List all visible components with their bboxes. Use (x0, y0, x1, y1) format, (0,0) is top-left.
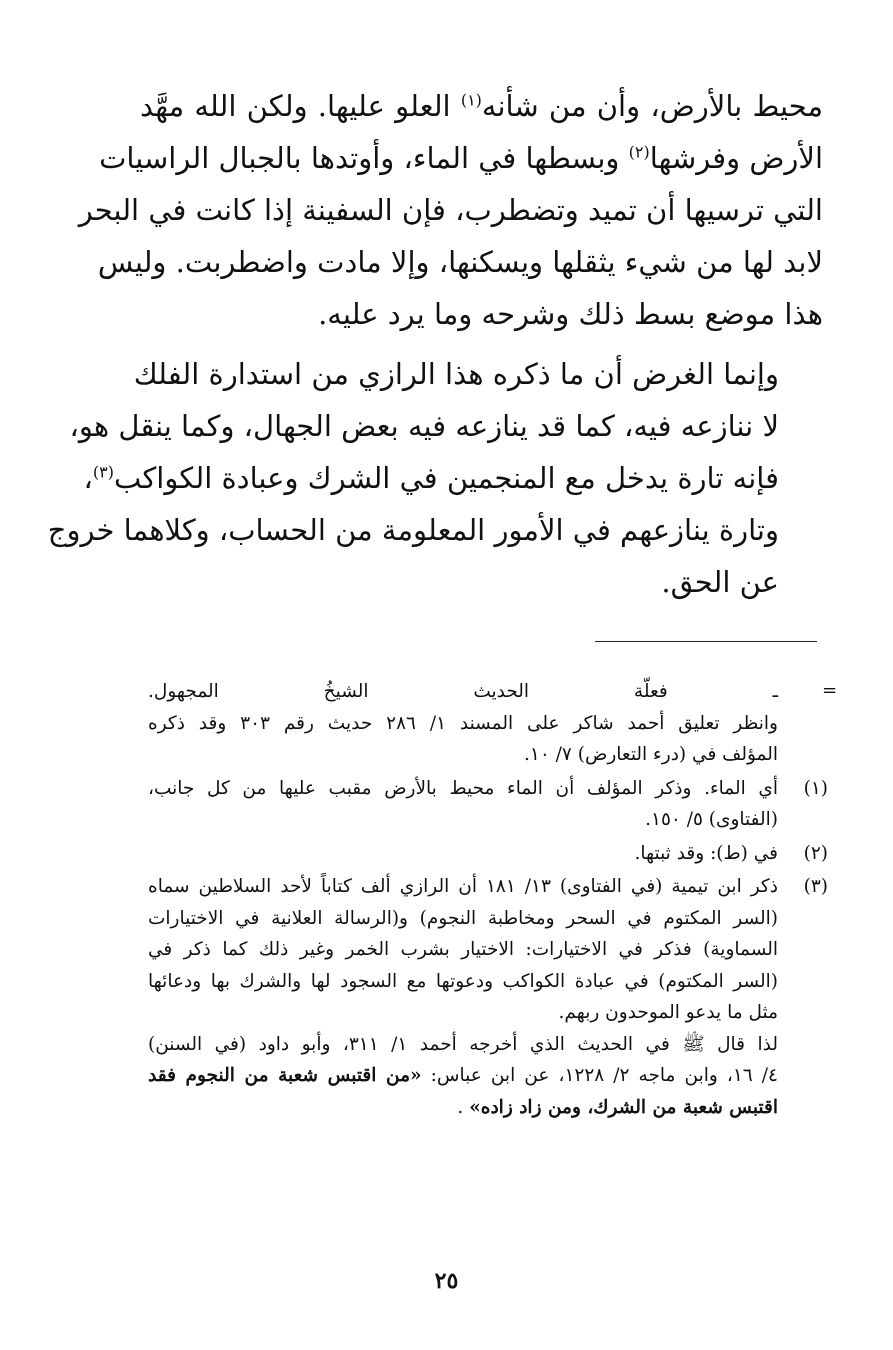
text-segment: لابد لها من شيء يثقلها ويسكنها، وإلا مادت واضطربت. وليس (97, 245, 823, 279)
text-line (140, 556, 823, 608)
text-segment: هذا موضع بسط ذلك وشرحه وما يرد عليه. (318, 297, 823, 331)
continuation-marker: = (822, 680, 838, 701)
footnote-separator (595, 641, 817, 642)
footnote-number: (١) (803, 777, 828, 799)
footnote-line (148, 1060, 778, 1092)
footnote-line: ـ فعلّة الحديث الشيخُ المجهول. (148, 681, 778, 702)
footnote-line: في (ط): وقد ثبتها. (634, 842, 778, 864)
hadith-citation: ٤/ ١٦، وابن ماجه ٢/ ١٢٢٨، عن ابن عباس: (421, 1065, 778, 1086)
footnote-number: (٢) (803, 842, 828, 864)
text-line (99, 132, 823, 184)
footnote-line: (الفتاوى) ٥/ ١٥٠. (645, 809, 778, 830)
text-segment: التي ترسيها أن تميد وتضطرب، فإن السفينة إذا كانت في البحر (78, 193, 823, 227)
text-segment: ، (83, 461, 93, 495)
text-segment: محيط بالأرض، وأن من شأنه (481, 89, 823, 123)
footnote-line (148, 1092, 778, 1124)
footnote-reference[interactable]: (٢) (628, 142, 650, 162)
text-line (47, 504, 823, 556)
hadith-quote: اقتبس شعبة من الشرك، ومن زاد زاده» (469, 1096, 778, 1118)
footnote-continuation (148, 676, 828, 771)
hadith-quote: «من اقتبس شعبة من النجوم فقد (148, 1065, 422, 1086)
footnote-line: مثل ما يدعو الموحدون ربهم. (558, 1002, 778, 1023)
page-number: ٢٥ (434, 1268, 459, 1294)
footnote-reference[interactable]: (١) (460, 90, 482, 110)
footnote-line: لذا قال ﷺ في الحديث الذي أخرجه أحمد ١/ ٣١١، وأبو داود (في السنن) (148, 1033, 778, 1055)
footnote-line: (السر المكتوم في السحر ومخاطبة النجوم) و(الرسالة العلانية في الاختيارات (148, 907, 778, 929)
footnote-line: ذكر ابن تيمية (في الفتاوى) ١٣/ ١٨١ أن الرازي ألف كتاباً لأحد السلاطين سماه (148, 876, 778, 897)
paragraph-2 (47, 348, 823, 608)
footnote-2 (148, 838, 828, 870)
text-line (83, 452, 823, 504)
main-text (47, 80, 823, 608)
footnote-line: السماوية) فذكر في الاختيارات: الاختيار بشرب الخمر وغير ذلك كما ذكر في (148, 939, 778, 960)
text-segment: الأرض وفرشها (649, 141, 823, 175)
footnote-line: (السر المكتوم) في عبادة الكواكب ودعوتها مع السجود لها والشرك بها ودعائها (148, 970, 778, 992)
text-segment: وتارة ينازعهم في الأمور المعلومة من الحساب، وكلاهما خروج (47, 513, 779, 547)
footnotes (148, 676, 828, 1125)
text-segment: العلو عليها. ولكن الله مهَّد (140, 89, 461, 123)
text-line (133, 348, 823, 400)
text-line (97, 236, 823, 288)
text-segment: وبسطها في الماء، وأوتدها بالجبال الراسيات (99, 141, 629, 175)
text-line (140, 288, 823, 340)
footnote-line: وانظر تعليق أحمد شاكر على المسند ١/ ٢٨٦ حديث رقم ٣٠٣ وقد ذكره (148, 712, 778, 734)
footnote-number: (٣) (803, 876, 828, 897)
text-segment: فإنه تارة يدخل مع المنجمين في الشرك وعبادة الكواكب (114, 461, 779, 495)
footnote-3 (148, 871, 828, 1123)
footnote-reference[interactable]: (٣) (92, 462, 115, 482)
footnote-line: أي الماء. وذكر المؤلف أن الماء محيط بالأرض مقبب عليها من كل جانب، (148, 777, 778, 799)
text-segment: عن الحق. (661, 565, 779, 599)
paragraph-1 (78, 80, 823, 340)
text-line (78, 184, 823, 236)
text-line (140, 80, 823, 132)
text-segment: وإنما الغرض أن ما ذكره هذا الرازي من استدارة الفلك (133, 357, 779, 391)
text-line (69, 400, 823, 452)
footnote-1 (148, 773, 828, 836)
hadith-end: . (457, 1096, 470, 1118)
footnote-line: المؤلف في (درء التعارض) ٧/ ١٠. (524, 744, 778, 765)
text-segment: لا ننازعه فيه، كما قد ينازعه فيه بعض الجهال، وكما ينقل هو، (69, 409, 779, 443)
